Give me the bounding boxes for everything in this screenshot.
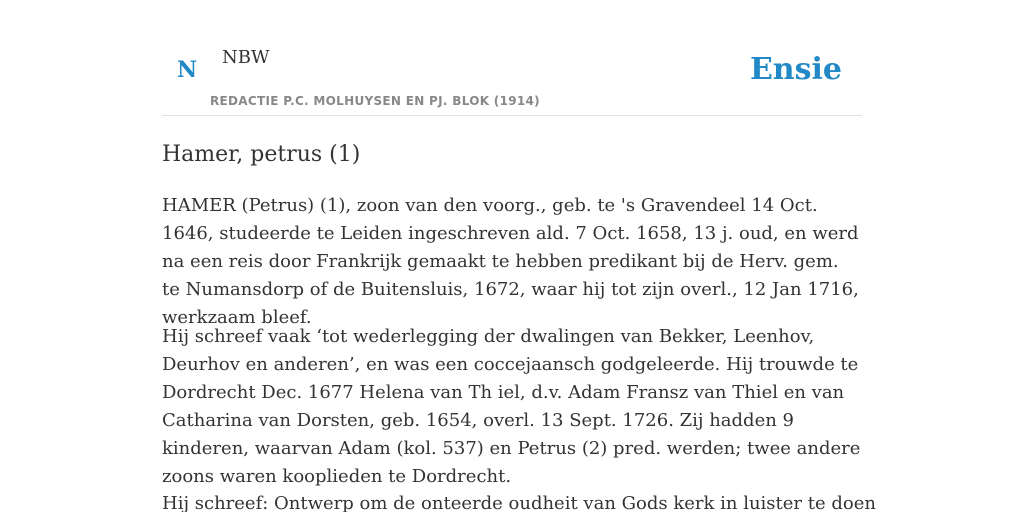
site-header bbox=[162, 0, 862, 116]
source-name[interactable]: NBW bbox=[222, 47, 270, 68]
article-paragraph: HAMER (Petrus) (1), zoon van den voorg., geb. te 's Gravendeel 14 Oct. 1646, studeerde te Leiden ingeschreven ald. 7 Oct. 1658, 13 j. oud, en werd na een reis door Frankrijk gemaakt te hebben predikant bij de Herv. gem. te Numansdorp of de Buitensluis, 1672, waar hij tot zijn overl., 12 Jan 1716, werkzaam bleef. bbox=[162, 195, 859, 328]
brand-logo[interactable]: Ensie bbox=[749, 52, 842, 87]
article-title: Hamer, petrus (1) bbox=[162, 142, 361, 167]
page-content bbox=[162, 0, 876, 512]
article-paragraph: Hij schreef vaak ‘tot wederlegging der dwalingen van Bekker, Leenhov, Deurhov en anderen’, en was een coccejaansch godgeleerde. Hij trouwde te Dordrecht Dec. 1677 Helena van Th iel, d.v. Adam Fransz van Thiel en van Catharina van Dorsten, geb. 1654, overl. 13 Sept. 1726. Zij hadden 9 kinderen, waarvan Adam (kol. 537) en Petrus (2) pred. werden; twee andere zoons waren kooplieden te Dordrecht. bbox=[162, 326, 861, 487]
source-logo[interactable]: N bbox=[177, 57, 198, 83]
article-paragraph: Hij schreef: Ontwerp om de onteerde oudheit van Gods kerk in luister te doen bbox=[162, 493, 876, 512]
source-editors: REDACTIE P.C. MOLHUYSEN EN PJ. BLOK (1914) bbox=[210, 94, 540, 108]
